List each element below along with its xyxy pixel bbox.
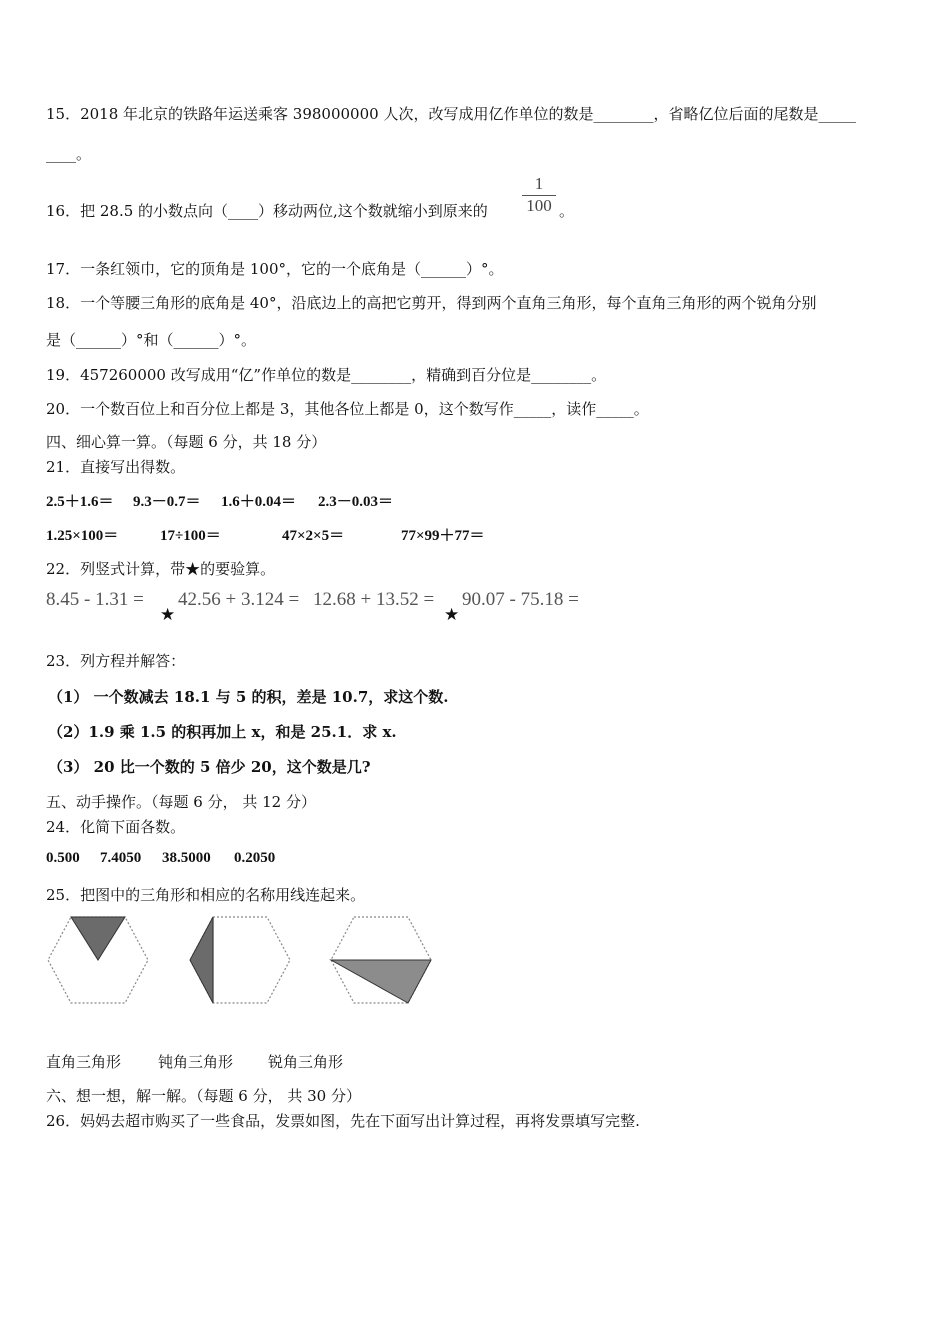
q23-part1: （1） 一个数减去 18.1 与 5 的积，差是 10.7，求这个数. — [48, 688, 449, 706]
q21-item: 2.5＋1.6＝ — [46, 494, 114, 510]
section-4-heading: 四、细心算一算。（每题 6 分，共 18 分） — [46, 433, 327, 451]
q16-frac-denominator: 100 — [526, 196, 552, 215]
q23-part3: （3） 20 比一个数的 5 倍少 20，这个数是几? — [48, 758, 371, 776]
label-acute-triangle: 锐角三角形 — [268, 1053, 344, 1071]
q26-text: 26．妈妈去超市购买了一些食品，发票如图，先在下面写出计算过程，再将发票填写完整. — [46, 1112, 640, 1130]
hexagon-figure-2 — [188, 914, 292, 1006]
q21-item: 77×99＋77＝ — [401, 528, 485, 544]
q22-item: 90.07 - 75.18 = — [462, 589, 579, 610]
q20-text: 20．一个数百位上和百分位上都是 3，其他各位上都是 0，这个数写作_____，读作_____。 — [46, 400, 649, 418]
q16-end: 。 — [559, 202, 575, 220]
star-icon: ★ — [160, 605, 176, 625]
q24-number: 38.5000 — [162, 850, 211, 866]
q23-part2: （2）1.9 乘 1.5 的积再加上 x，和是 25.1．求 x. — [48, 723, 397, 741]
section-6-heading: 六、想一想，解一解。（每题 6 分， 共 30 分） — [46, 1087, 361, 1105]
q21-item: 47×2×5＝ — [282, 528, 345, 544]
q16-fraction — [522, 174, 556, 216]
q24-title: 24．化简下面各数。 — [46, 818, 186, 836]
q17-text: 17．一条红领巾，它的顶角是 100°，它的一个底角是（______）°。 — [46, 260, 504, 278]
q22-item: 8.45 - 1.31 = — [46, 589, 144, 610]
q21-item: 17÷100＝ — [160, 528, 221, 544]
hexagon-figure-3 — [329, 914, 433, 1006]
q21-item: 2.3－0.03＝ — [318, 494, 394, 510]
q21-title: 21．直接写出得数。 — [46, 458, 186, 476]
q25-title: 25．把图中的三角形和相应的名称用线连起来。 — [46, 886, 366, 904]
shaded-triangle — [331, 960, 431, 1003]
q21-item: 9.3－0.7＝ — [133, 494, 201, 510]
shaded-triangle — [190, 917, 213, 1003]
q18-line2: 是（______）°和（______）°。 — [46, 331, 257, 349]
q21-item: 1.25×100＝ — [46, 528, 119, 544]
q15-line1: 15．2018 年北京的铁路年运送乘客 398000000 人次，改写成用亿作单位的数是________，省略亿位后面的尾数是_____ — [46, 105, 856, 123]
q16-frac-numerator: 1 — [522, 174, 556, 196]
q23-title: 23．列方程并解答： — [46, 652, 186, 670]
q24-number: 0.2050 — [234, 850, 276, 866]
section-5-heading: 五、动手操作。（每题 6 分， 共 12 分） — [46, 793, 316, 811]
label-obtuse-triangle: 钝角三角形 — [158, 1053, 234, 1071]
label-right-triangle: 直角三角形 — [46, 1053, 122, 1071]
star-icon: ★ — [444, 605, 460, 625]
q24-number: 7.4050 — [100, 850, 142, 866]
hexagon-figure-1 — [46, 914, 150, 1006]
shaded-triangle — [71, 917, 125, 960]
q24-number: 0.500 — [46, 850, 80, 866]
q15-line2: ____。 — [46, 145, 92, 163]
q22-title: 22．列竖式计算，带★的要验算。 — [46, 560, 276, 578]
q22-item: 12.68 + 13.52 = — [313, 589, 435, 610]
q18-line1: 18．一个等腰三角形的底角是 40°，沿底边上的高把它剪开，得到两个直角三角形，每个直角三角形的两个锐角分别 — [46, 294, 817, 312]
q21-item: 1.6＋0.04＝ — [221, 494, 297, 510]
q19-text: 19．457260000 改写成用“亿”作单位的数是________，精确到百分位是________。 — [46, 366, 607, 384]
q22-item: 42.56 + 3.124 = — [178, 589, 300, 610]
q16-text: 16．把 28.5 的小数点向（____）移动两位,这个数就缩小到原来的 — [46, 202, 488, 220]
